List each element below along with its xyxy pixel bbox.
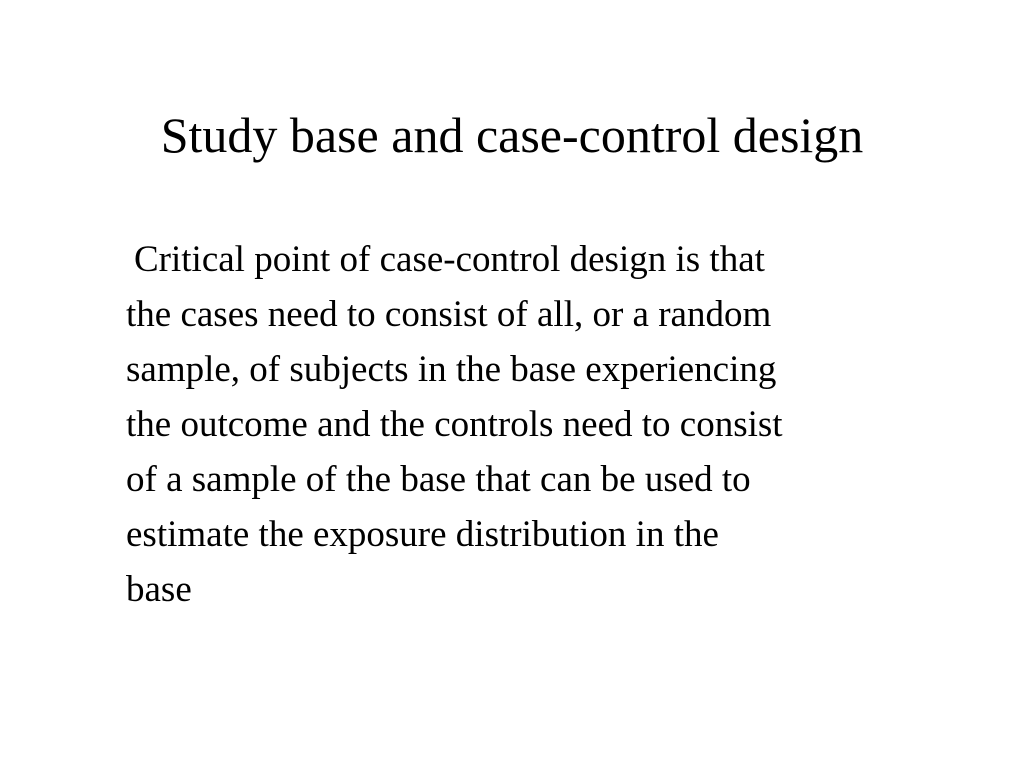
body-line-7: base [126, 569, 192, 610]
body-line-4: the outcome and the controls need to consist [126, 404, 783, 445]
slide-title: Study base and case-control design [160, 107, 864, 163]
slide-body-text [126, 232, 946, 617]
body-line-3: sample, of subjects in the base experiencing [126, 349, 777, 390]
body-line-6: estimate the exposure distribution in the [126, 514, 719, 555]
body-line-2: the cases need to consist of all, or a random [126, 294, 772, 335]
body-line-5: of a sample of the base that can be used to [126, 459, 751, 500]
body-line-1: Critical point of case-control design is that [134, 239, 765, 280]
